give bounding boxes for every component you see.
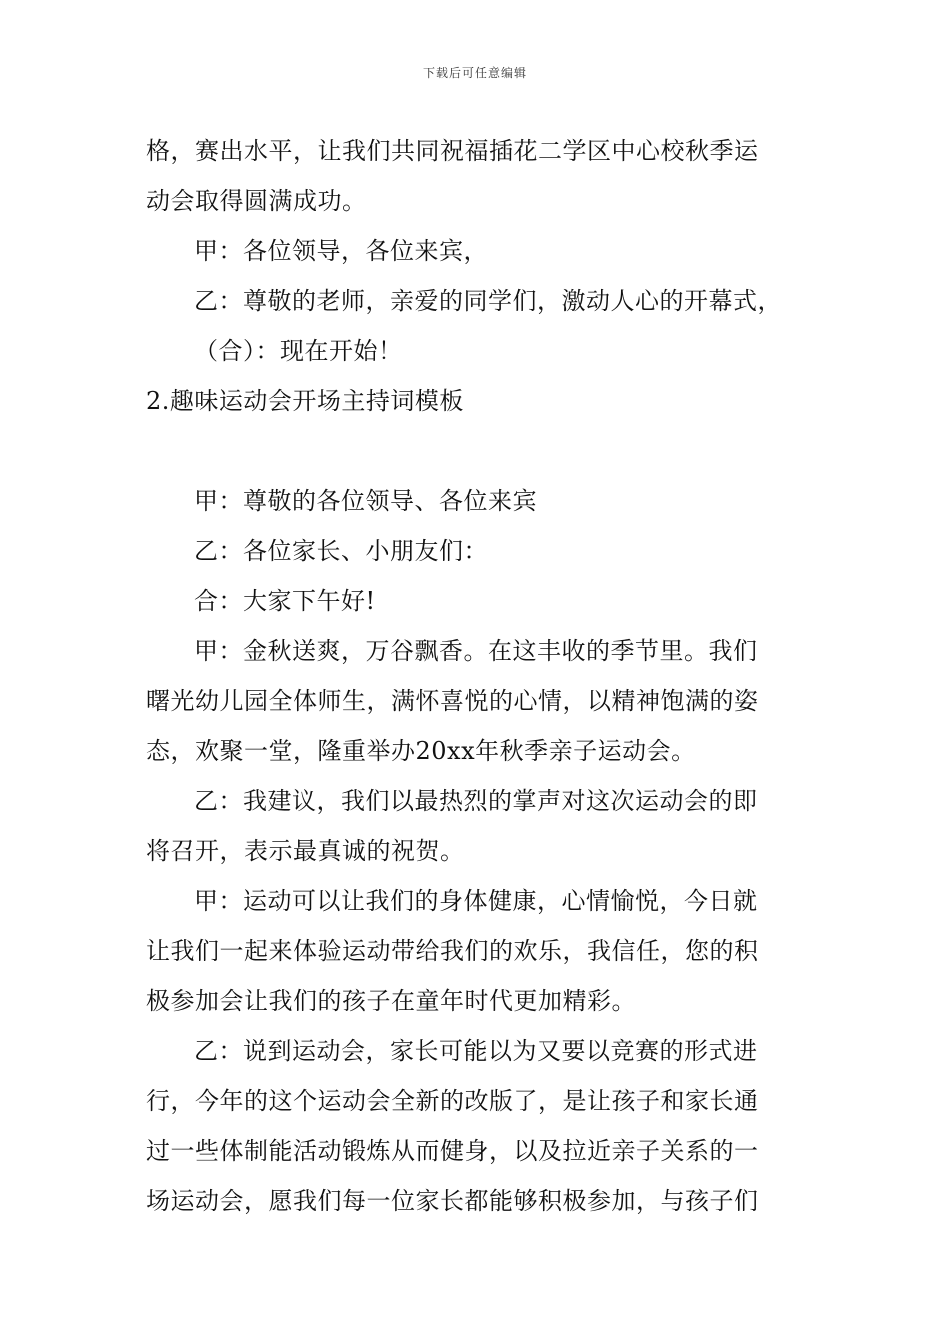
document-body [146,126,810,1226]
text-line: 让我们一起来体验运动带给我们的欢乐，我信任，您的积 [146,937,759,965]
text-line: 甲：运动可以让我们的身体健康，心情愉悦，今日就 [194,887,758,915]
text-line: （合）：现在开始！ [194,337,403,365]
text-line: 动会取得圆满成功。 [146,187,367,215]
text-line: 极参加会让我们的孩子在童年时代更加精彩。 [146,987,636,1015]
text-line: 乙：说到运动会，家长可能以为又要以竞赛的形式进 [194,1037,758,1065]
text-line: 乙：我建议，我们以最热烈的掌声对这次运动会的即 [194,787,758,815]
text-line: 态，欢聚一堂，隆重举办20xx年秋季亲子运动会。 [146,737,696,765]
text-line: 格，赛出水平，让我们共同祝福插花二学区中心校秋季运 [146,137,759,165]
section-heading: 2.趣味运动会开场主持词模板 [146,387,464,415]
text-line: 甲：各位领导，各位来宾， [194,237,488,265]
blank-line [146,426,810,476]
text-line: 将召开，表示最真诚的祝贺。 [146,837,465,865]
text-line: 甲：尊敬的各位领导、各位来宾 [194,487,537,515]
text-line: 过一些体制能活动锻炼从而健身，以及拉近亲子关系的一 [146,1137,759,1165]
text-line: 曙光幼儿园全体师生，满怀喜悦的心情，以精神饱满的姿 [146,687,759,715]
text-line: 乙：各位家长、小朋友们： [194,537,488,565]
text-line: 甲：金秋送爽，万谷飘香。在这丰收的季节里。我们 [194,637,758,665]
text-line: 行，今年的这个运动会全新的改版了，是让孩子和家长通 [146,1087,759,1115]
text-line: 乙：尊敬的老师，亲爱的同学们，激动人心的开幕式， [194,287,782,315]
text-line: 场运动会，愿我们每一位家长都能够积极参加，与孩子们 [146,1187,759,1215]
text-line: 合：大家下午好! [194,587,376,615]
page-header-note: 下载后可任意编辑 [422,66,527,80]
